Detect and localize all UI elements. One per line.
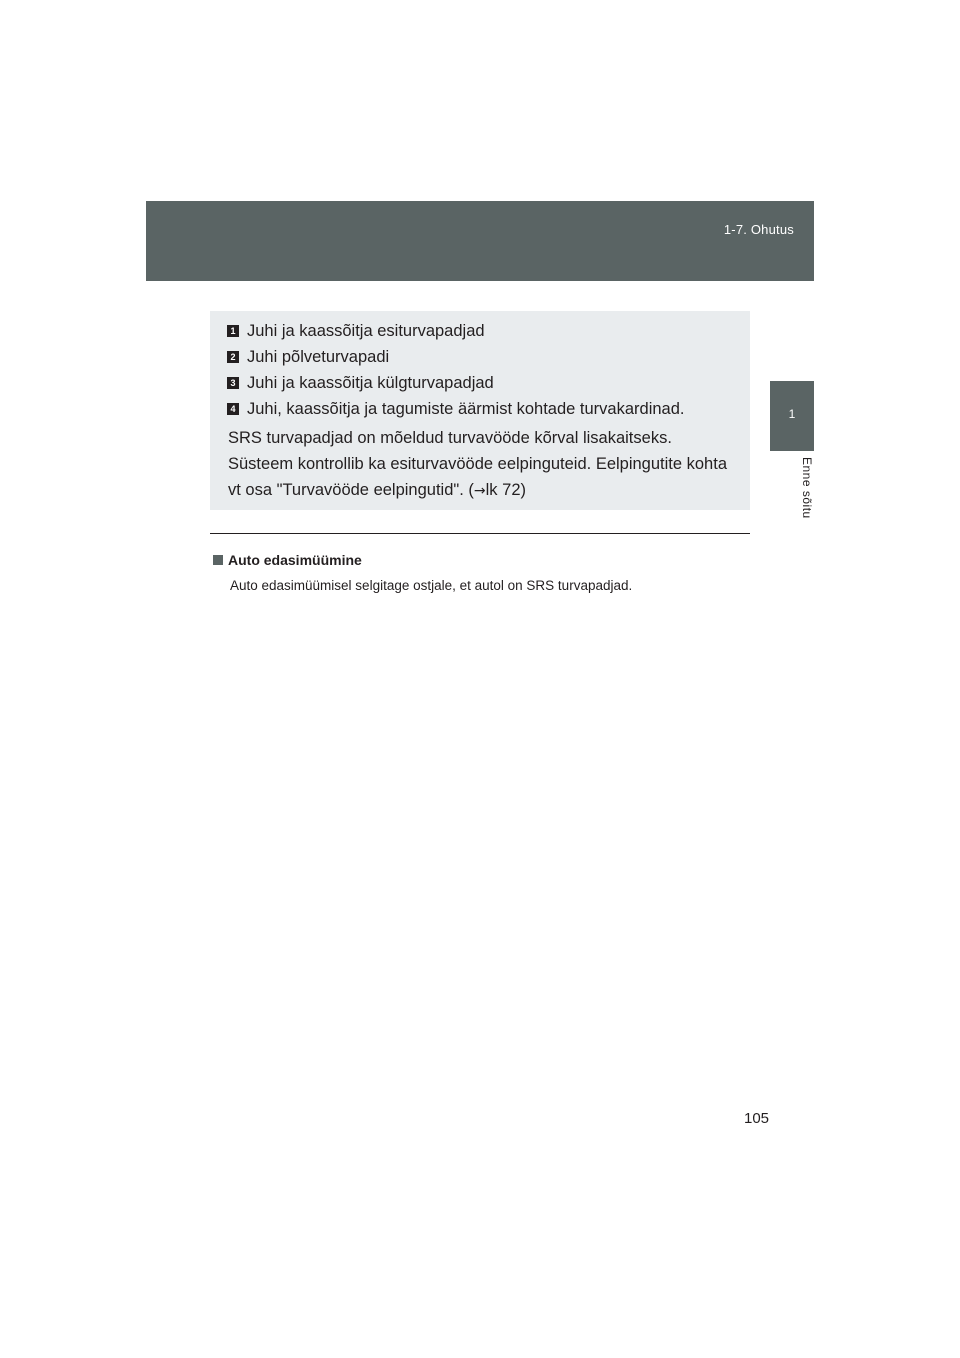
note-heading xyxy=(213,552,362,568)
airbag-description xyxy=(228,425,727,504)
legend-item xyxy=(227,398,684,420)
legend-item xyxy=(227,320,485,342)
number-3-icon: 3 xyxy=(227,377,239,389)
arrow-right-icon: → xyxy=(473,483,486,499)
note-body: Auto edasimüümisel selgitage ostjale, et autol on SRS turvapadjad. xyxy=(230,578,633,593)
legend-item xyxy=(227,372,494,394)
chapter-label: Enne sõitu xyxy=(800,457,814,519)
description-line: Süsteem kontrollib ka esiturvavööde eelpinguteid. Eelpingutite kohta vt osa "Turvavööde eelpingutid". ( xyxy=(228,455,727,499)
section-title: 1-7. Ohutus xyxy=(723,222,794,237)
header-band xyxy=(146,201,814,281)
legend-label: Juhi ja kaassõitja esiturvapadjad xyxy=(247,321,485,340)
legend-label: Juhi ja kaassõitja külgturvapadjad xyxy=(247,373,494,392)
description-line: SRS turvapadjad on mõeldud turvavööde kõrval lisakaitseks. xyxy=(228,429,672,447)
chapter-tab xyxy=(770,381,814,451)
legend-label: Juhi, kaassõitja ja tagumiste äärmist kohtade turvakardinad. xyxy=(247,399,685,418)
square-bullet-icon xyxy=(213,555,223,565)
legend-label: Juhi põlveturvapadi xyxy=(247,347,390,366)
number-2-icon: 2 xyxy=(227,351,239,363)
legend-item xyxy=(227,346,389,368)
chapter-number: 1 xyxy=(788,407,796,421)
divider xyxy=(210,533,750,534)
description-text xyxy=(228,451,727,504)
page-number: 105 xyxy=(744,1110,770,1127)
number-4-icon: 4 xyxy=(227,403,239,415)
airbag-info-box xyxy=(210,311,750,510)
number-1-icon: 1 xyxy=(227,325,239,337)
page-reference: lk 72) xyxy=(485,481,526,499)
note-title: Auto edasimüümine xyxy=(228,552,362,568)
